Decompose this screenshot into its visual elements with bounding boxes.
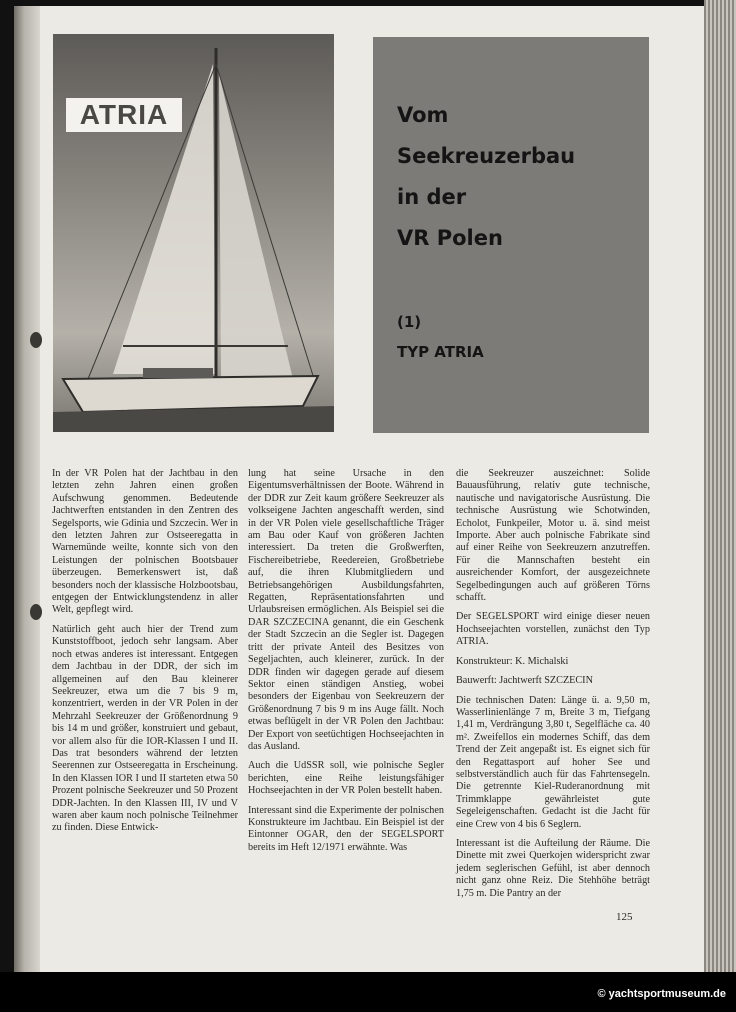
- paragraph: In der VR Polen hat der Jachtbau in den letzten zehn Jahren einen großen Aufschwung genommen. Bedeutende Jachtwerften entstanden in den Zentren des Segelsports, wie Gdinia und Szczecin. Wer in den letzten Jahren zur Ostseeregatta in Warnemünde weilte, konnte sich von den Leistungen der polnischen Bootsbauer überzeugen. Bemerkenswert ist, daß besonders noch der klassische Holzbootsbau, entgegen der Entwicklungstendenz in aller Welt, gepflegt wird.: [52, 468, 238, 616]
- footer-bar: [0, 972, 736, 1012]
- paragraph: Konstrukteur: K. Michalski: [456, 655, 569, 667]
- page-binding: [14, 6, 40, 972]
- binding-hole: [30, 604, 42, 620]
- page-number: 125: [616, 911, 633, 923]
- paragraph: Auch die UdSSR soll, wie polnische Segler berichten, eine Reihe leistungsfähiger Hochseejachten in der VR Polen bestellt haben.: [248, 760, 444, 797]
- paragraph: lung hat seine Ursache in den Eigentumsverhältnissen der Boote. Während in der DDR zur Zeit kaum größere Seekreuzer als volkseigene Jachten angeschafft werden, sind in der VR Polen viele gesellschaftliche Träger am Bau oder Kauf von größeren Jachten interessiert. Da treten die Großwerften, Fischereibetriebe, Reedereien, Großbetriebe auf, die ihren Klubmitgliedern und Betriebsangehörigen Ausbildungsfahrten, Regatten, Repräsentationsfahrten und Urlaubsreisen ermöglichen. Als Beispiel sei die DAR SZCZECINA genannt, die ein Geschenk der Stadt Szczecin an die Segler ist. Dagegen tritt der private Anteil des Besitzes von Segeljachten, auch kleinerer, zurück. In der DDR finden wir dagegen gerade auf diesem Sektor einen ständigen Anstieg, wobei besonders der Eigenbau von Seekreuzern der Größenordnung 7 bis 9 m ins Auge fällt. Noch etwas beflügelt in der VR Polen den Jachtbau: Der Export von seetüchtigen Hochseejachten in das Ausland.: [248, 468, 444, 752]
- paragraph: Die technischen Daten: Länge ü. a. 9,50 m, Wasserlinienlänge 7 m, Breite 3 m, Tiefgang 1,41 m, Verdrängung 3,80 t, Segelfläche ca. 40 m². Zweifellos ein modernes Schiff, das dem Trend der Zeit angepaßt ist. Es eignet sich für den Regattasport auf hoher See und selbstverständlich auch für das Fahrtensegeln. Die getrennte Kiel-Ruderanordnung mit Trimmklappe gewährleistet gute Segeleigenschaften. Gedacht ist die Jacht für eine Crew von 4 bis 6 Seglern.: [456, 694, 650, 830]
- paragraph: Interessant sind die Experimente der polnischen Konstrukteure im Jachtbau. Ein Beispiel ist der Eintonner OGAR, den der SEGELSPORT bereits im Heft 12/1971 erwähnte. Was: [248, 804, 444, 853]
- paragraph: Bauwerft: Jachtwerft SZCZECIN: [456, 675, 593, 687]
- article-title: [397, 95, 637, 259]
- atria-logo: ATRIA: [66, 98, 182, 132]
- title-line: Vom: [397, 103, 449, 127]
- title-panel: [373, 37, 649, 433]
- paragraph: Der SEGELSPORT wird einige dieser neuen Hochseejachten vorstellen, zunächst den Typ ATRIA.: [456, 611, 650, 648]
- watermark: © yachtsportmuseum.de: [597, 988, 726, 1000]
- book-edge: [704, 0, 736, 972]
- title-line: in der: [397, 185, 467, 209]
- paragraph: Natürlich geht auch hier der Trend zum Kunststoffboot, jedoch sehr langsam. Aber noch etwas anderes ist interessant. Entgegen dem Jachtbau in der DDR, der sich im allgemeinen auf den Bau kleinerer Seekreuzer, etwa um die 7 bis 9 m, konzentriert, werden in der VR Polen in der Mehrzahl Seekreuzer der Größenordnung 9 bis 14 m und größer, konstruiert und gebaut, vor allem also für die IOR-Klassen I und II. Das trat besonders während der letzten Seerennen zur Ostseeregatta in Erscheinung. In den Klassen IOR I und II starteten etwa 50 Prozent polnische Seekreuzer und 50 Prozent DDR-Jachten. In den Klassen III, IV und V waren aber kaum noch polnische Teilnehmer zu finden. Diese Entwick-: [52, 623, 238, 834]
- title-line: VR Polen: [397, 226, 503, 250]
- paragraph: Interessant ist die Aufteilung der Räume. Die Dinette mit zwei Querkojen widerspricht zwar jedem seglerischen Gefühl, ist aber dennoch nicht ganz ohne Reiz. Die Stehhöhe beträgt 1,75 m. Die Pantry an der: [456, 837, 650, 899]
- part-number: (1): [397, 313, 422, 331]
- title-line: Seekreuzerbau: [397, 144, 576, 168]
- article-subtitle: TYP ATRIA: [397, 343, 484, 361]
- binding-hole: [30, 332, 42, 348]
- text-column-1: [52, 468, 238, 842]
- paragraph: die Seekreuzer auszeichnet: Solide Bauausführung, relativ gute technische, nautische und navigatorische Ausrüstung. Die technische Ausrüstung wie Schotwinden, Echolot, Funkpeiler, Motor u. ä. sind meist Importe. Aber auch polnische Fabrikate sind auf einer Reihe von Seekreuzern anzutreffen. Für die Mannschaften besteht ein ausreichender Komfort, der ausgezeichnete Segelbedingungen auch auf größeren Törns schafft.: [456, 468, 650, 604]
- text-column-2: [248, 468, 444, 861]
- text-column-3: [456, 468, 650, 907]
- sailboat-photo: [53, 34, 334, 432]
